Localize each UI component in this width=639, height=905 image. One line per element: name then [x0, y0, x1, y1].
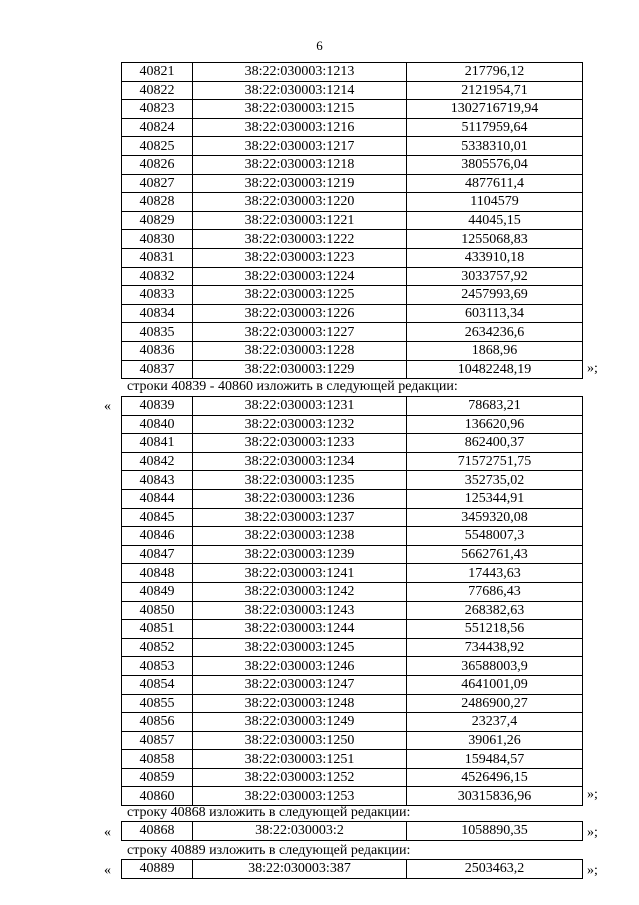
- row-number: 40849: [122, 582, 193, 601]
- cadastral-number: 38:22:030003:1228: [193, 341, 407, 360]
- table-row: [122, 267, 583, 286]
- cadastral-number: 38:22:030003:1235: [193, 471, 407, 490]
- row-number: 40836: [122, 341, 193, 360]
- row-number: 40868: [122, 822, 193, 841]
- row-number: 40858: [122, 750, 193, 769]
- table-row: [122, 787, 583, 806]
- table-row: [122, 675, 583, 694]
- table-row: [122, 286, 583, 305]
- cadastral-value: 77686,43: [407, 582, 583, 601]
- cadastral-value: 44045,15: [407, 211, 583, 230]
- row-number: 40853: [122, 657, 193, 676]
- row-number: 40823: [122, 100, 193, 119]
- cadastral-number: 38:22:030003:1219: [193, 174, 407, 193]
- table-row: [122, 731, 583, 750]
- row-number: 40860: [122, 787, 193, 806]
- table-row: [122, 694, 583, 713]
- cadastral-number: 38:22:030003:1233: [193, 434, 407, 453]
- row-number: 40837: [122, 360, 193, 379]
- row-number: 40856: [122, 713, 193, 732]
- row-number: 40832: [122, 267, 193, 286]
- cadastral-value: 30315836,96: [407, 787, 583, 806]
- row-number: 40844: [122, 489, 193, 508]
- row-number: 40833: [122, 286, 193, 305]
- closing-quote: »;: [587, 787, 598, 802]
- row-number: 40827: [122, 174, 193, 193]
- cadastral-value: 4641001,09: [407, 675, 583, 694]
- table-row: [122, 323, 583, 342]
- table-row: [122, 601, 583, 620]
- cadastral-number: 38:22:030003:1231: [193, 397, 407, 416]
- opening-quote: «: [104, 863, 111, 878]
- cadastral-value: 23237,4: [407, 713, 583, 732]
- table-row: [122, 81, 583, 100]
- cadastral-value: 1058890,35: [407, 822, 583, 841]
- cadastral-number: 38:22:030003:1217: [193, 137, 407, 156]
- row-number: 40845: [122, 508, 193, 527]
- cadastral-number: 38:22:030003:1234: [193, 452, 407, 471]
- cadastral-number: 38:22:030003:1226: [193, 304, 407, 323]
- opening-quote: «: [104, 825, 111, 840]
- cadastral-number: 38:22:030003:1251: [193, 750, 407, 769]
- cadastral-value: 4526496,15: [407, 768, 583, 787]
- table-row: [122, 100, 583, 119]
- cadastral-value: 2634236,6: [407, 323, 583, 342]
- table-row: [122, 397, 583, 416]
- table-row: [122, 360, 583, 379]
- cadastral-value: 1255068,83: [407, 230, 583, 249]
- cadastral-value: 5338310,01: [407, 137, 583, 156]
- row-number: 40824: [122, 118, 193, 137]
- table-row: [122, 545, 583, 564]
- table-row: [122, 620, 583, 639]
- row-number: 40851: [122, 620, 193, 639]
- table-row: [122, 174, 583, 193]
- cadastral-value: 352735,02: [407, 471, 583, 490]
- cadastral-number: 38:22:030003:1222: [193, 230, 407, 249]
- row-number: 40826: [122, 155, 193, 174]
- table-row: [122, 341, 583, 360]
- cadastral-number: 38:22:030003:1218: [193, 155, 407, 174]
- cadastral-value: 603113,34: [407, 304, 583, 323]
- closing-quote: »;: [587, 863, 598, 878]
- cadastral-value: 217796,12: [407, 63, 583, 82]
- table-row: [122, 768, 583, 787]
- cadastral-number: 38:22:030003:1250: [193, 731, 407, 750]
- cadastral-value: 71572751,75: [407, 452, 583, 471]
- cadastral-value: 1104579: [407, 193, 583, 212]
- cadastral-value: 4877611,4: [407, 174, 583, 193]
- cadastral-value: 5548007,3: [407, 527, 583, 546]
- cadastral-value: 2457993,69: [407, 286, 583, 305]
- cadastral-number: 38:22:030003:1249: [193, 713, 407, 732]
- registry-table: [121, 62, 583, 379]
- cadastral-number: 38:22:030003:1236: [193, 489, 407, 508]
- cadastral-value: 3459320,08: [407, 508, 583, 527]
- table-row: [122, 230, 583, 249]
- table-row: [122, 657, 583, 676]
- table-row: [122, 471, 583, 490]
- cadastral-value: 136620,96: [407, 415, 583, 434]
- closing-quote: »;: [587, 825, 598, 840]
- cadastral-number: 38:22:030003:1253: [193, 787, 407, 806]
- table-row: [122, 564, 583, 583]
- table-row: [122, 750, 583, 769]
- cadastral-number: 38:22:030003:1214: [193, 81, 407, 100]
- table-row: [122, 193, 583, 212]
- row-number: 40859: [122, 768, 193, 787]
- cadastral-value: 3033757,92: [407, 267, 583, 286]
- row-number: 40850: [122, 601, 193, 620]
- table-row: [122, 527, 583, 546]
- cadastral-value: 10482248,19: [407, 360, 583, 379]
- cadastral-value: 268382,63: [407, 601, 583, 620]
- amendment-note: строку 40889 изложить в следующей редакции:: [127, 843, 411, 858]
- registry-table: [121, 821, 583, 841]
- row-number: 40847: [122, 545, 193, 564]
- registry-table: [121, 859, 583, 879]
- row-number: 40830: [122, 230, 193, 249]
- cadastral-value: 159484,57: [407, 750, 583, 769]
- cadastral-number: 38:22:030003:1248: [193, 694, 407, 713]
- cadastral-number: 38:22:030003:1216: [193, 118, 407, 137]
- cadastral-number: 38:22:030003:1215: [193, 100, 407, 119]
- row-number: 40835: [122, 323, 193, 342]
- table-row: [122, 304, 583, 323]
- row-number: 40855: [122, 694, 193, 713]
- cadastral-value: 1868,96: [407, 341, 583, 360]
- table-row: [122, 489, 583, 508]
- cadastral-number: 38:22:030003:387: [193, 860, 407, 879]
- table-row: [122, 713, 583, 732]
- row-number: 40843: [122, 471, 193, 490]
- table-row: [122, 211, 583, 230]
- opening-quote: «: [104, 399, 111, 414]
- cadastral-number: 38:22:030003:1246: [193, 657, 407, 676]
- table-row: [122, 434, 583, 453]
- cadastral-value: 1302716719,94: [407, 100, 583, 119]
- row-number: 40857: [122, 731, 193, 750]
- cadastral-number: 38:22:030003:2: [193, 822, 407, 841]
- cadastral-number: 38:22:030003:1245: [193, 638, 407, 657]
- cadastral-number: 38:22:030003:1237: [193, 508, 407, 527]
- row-number: 40825: [122, 137, 193, 156]
- cadastral-number: 38:22:030003:1225: [193, 286, 407, 305]
- row-number: 40854: [122, 675, 193, 694]
- cadastral-number: 38:22:030003:1227: [193, 323, 407, 342]
- cadastral-number: 38:22:030003:1243: [193, 601, 407, 620]
- amendment-note: строки 40839 - 40860 изложить в следующей редакции:: [127, 379, 458, 394]
- table-row: [122, 860, 583, 879]
- cadastral-value: 36588003,9: [407, 657, 583, 676]
- cadastral-number: 38:22:030003:1242: [193, 582, 407, 601]
- cadastral-number: 38:22:030003:1220: [193, 193, 407, 212]
- cadastral-number: 38:22:030003:1239: [193, 545, 407, 564]
- cadastral-number: 38:22:030003:1213: [193, 63, 407, 82]
- closing-quote: »;: [587, 361, 598, 376]
- cadastral-number: 38:22:030003:1244: [193, 620, 407, 639]
- row-number: 40831: [122, 248, 193, 267]
- cadastral-value: 39061,26: [407, 731, 583, 750]
- table-row: [122, 582, 583, 601]
- table-row: [122, 508, 583, 527]
- page-number: 6: [316, 38, 323, 53]
- table-row: [122, 822, 583, 841]
- cadastral-value: 17443,63: [407, 564, 583, 583]
- cadastral-value: 551218,56: [407, 620, 583, 639]
- cadastral-number: 38:22:030003:1224: [193, 267, 407, 286]
- cadastral-number: 38:22:030003:1252: [193, 768, 407, 787]
- cadastral-value: 734438,92: [407, 638, 583, 657]
- cadastral-value: 2121954,71: [407, 81, 583, 100]
- table-row: [122, 137, 583, 156]
- registry-table: [121, 396, 583, 806]
- row-number: 40848: [122, 564, 193, 583]
- table-row: [122, 415, 583, 434]
- cadastral-value: 3805576,04: [407, 155, 583, 174]
- row-number: 40841: [122, 434, 193, 453]
- cadastral-number: 38:22:030003:1247: [193, 675, 407, 694]
- cadastral-number: 38:22:030003:1238: [193, 527, 407, 546]
- cadastral-number: 38:22:030003:1223: [193, 248, 407, 267]
- table-row: [122, 118, 583, 137]
- amendment-note: строку 40868 изложить в следующей редакции:: [127, 805, 411, 820]
- cadastral-number: 38:22:030003:1221: [193, 211, 407, 230]
- cadastral-value: 862400,37: [407, 434, 583, 453]
- row-number: 40842: [122, 452, 193, 471]
- cadastral-value: 433910,18: [407, 248, 583, 267]
- cadastral-value: 2486900,27: [407, 694, 583, 713]
- cadastral-number: 38:22:030003:1229: [193, 360, 407, 379]
- row-number: 40828: [122, 193, 193, 212]
- cadastral-value: 78683,21: [407, 397, 583, 416]
- row-number: 40821: [122, 63, 193, 82]
- row-number: 40889: [122, 860, 193, 879]
- cadastral-number: 38:22:030003:1232: [193, 415, 407, 434]
- table-row: [122, 248, 583, 267]
- row-number: 40852: [122, 638, 193, 657]
- cadastral-value: 2503463,2: [407, 860, 583, 879]
- table-row: [122, 638, 583, 657]
- table-row: [122, 63, 583, 82]
- row-number: 40834: [122, 304, 193, 323]
- row-number: 40846: [122, 527, 193, 546]
- table-row: [122, 155, 583, 174]
- cadastral-value: 5662761,43: [407, 545, 583, 564]
- row-number: 40839: [122, 397, 193, 416]
- row-number: 40840: [122, 415, 193, 434]
- row-number: 40829: [122, 211, 193, 230]
- cadastral-value: 125344,91: [407, 489, 583, 508]
- cadastral-value: 5117959,64: [407, 118, 583, 137]
- row-number: 40822: [122, 81, 193, 100]
- cadastral-number: 38:22:030003:1241: [193, 564, 407, 583]
- table-row: [122, 452, 583, 471]
